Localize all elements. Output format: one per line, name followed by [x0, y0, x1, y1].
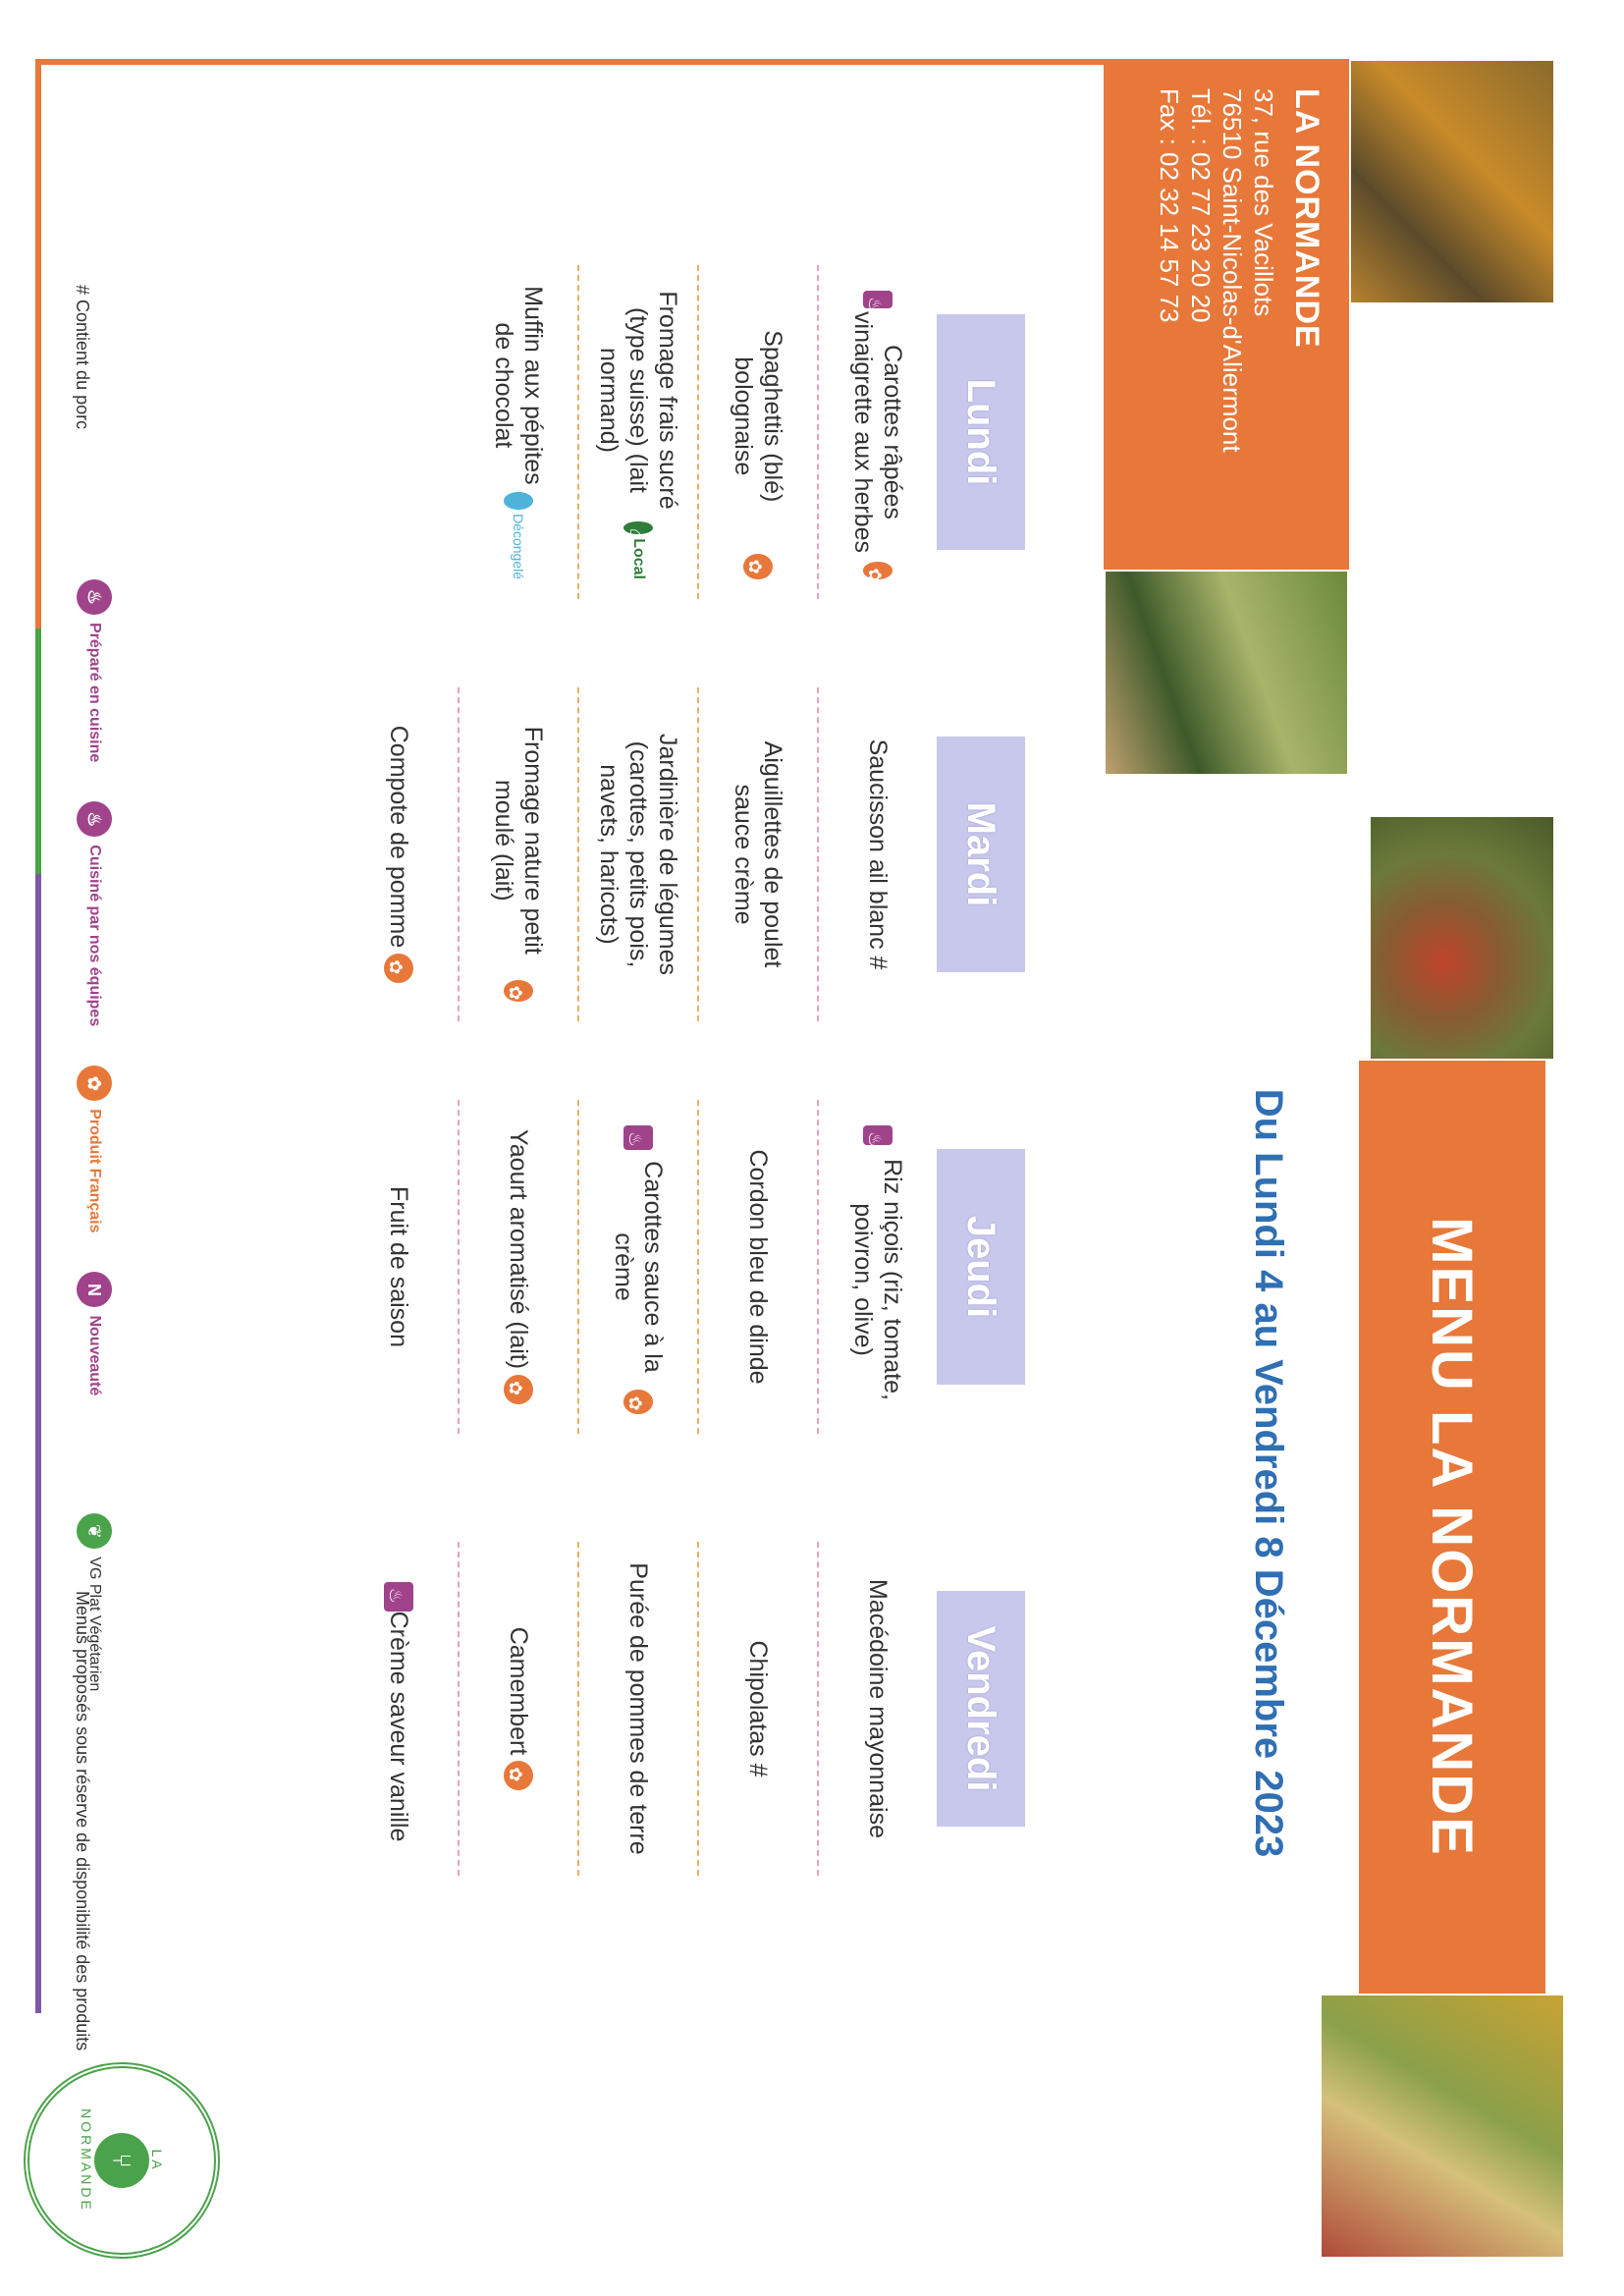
day-column-mardi	[340, 678, 1025, 1031]
fax: Fax : 02 32 14 57 73	[1155, 88, 1184, 323]
french-product-icon	[504, 980, 533, 1002]
address-block	[1104, 59, 1349, 570]
french-product-icon	[504, 1761, 533, 1790]
menu-item: ♨ Carottes râpées vinaigrette aux herbes ✿	[817, 265, 937, 599]
date-range: Du Lundi 4 au Vendredi 8 Décembre 2023	[1247, 1088, 1290, 1858]
decongele-label: Décongelé	[511, 514, 526, 579]
french-product-icon: ✿	[77, 1066, 112, 1101]
day-column-lundi	[460, 255, 1025, 609]
menu-item: Compote de pomme ✿	[340, 687, 458, 1021]
local-icon	[623, 521, 653, 534]
day-header: Mardi	[937, 737, 1025, 972]
legend-vegetarian: ❦ VG Plat Végétarien	[77, 1513, 112, 1691]
new-icon: N	[77, 1272, 112, 1307]
menu-item: ♨ Riz niçois (riz, tomate, poivron, olive)	[817, 1100, 937, 1434]
legend-french: ✿ Produit Français	[77, 1066, 112, 1232]
legend-cooked: ♨ Cuisiné par nos équipes	[77, 801, 112, 1026]
menu-item: Saucisson ail blanc #	[817, 687, 937, 1021]
phone: Tél. : 02 77 23 20 20	[1186, 88, 1216, 323]
menu-item: Aiguillettes de poulet sauce crème	[697, 687, 817, 1021]
french-product-icon	[504, 1375, 533, 1404]
menu-item: Camembert ✿	[458, 1542, 577, 1876]
local-label: Local	[630, 538, 647, 579]
legend-new: N Nouveauté	[77, 1272, 112, 1395]
day-header: Lundi	[937, 314, 1025, 550]
menu-item: Macédoine mayonnaise	[817, 1542, 937, 1876]
menu-item: ♨ Carottes sauce à la crème ✿	[577, 1100, 697, 1434]
day-header: Vendredi	[937, 1591, 1025, 1827]
chef-icon	[863, 291, 893, 308]
chef-hat-icon: ♨	[77, 801, 112, 837]
restaurant-name: LA NORMANDE	[1288, 88, 1326, 349]
address-line-2: 76510 Saint-Nicolas-d'Aliermont	[1218, 88, 1247, 453]
menu-item: Fromage frais sucré (type suisse) (lait normand) ⌂ Local	[577, 265, 697, 599]
chef-icon	[384, 1582, 413, 1612]
child-autumn-photo	[1320, 1994, 1565, 2259]
menu-item: Spaghettis (blé) bolognaise ✿	[697, 265, 817, 599]
address-line-1: 37, rue des Vacillots	[1249, 88, 1278, 317]
fork-icon: ⑂	[94, 2133, 149, 2188]
menu-item: Fromage nature petit moulé (lait) ✿	[458, 687, 577, 1021]
menu-item: ♨ Crème saveur vanille	[340, 1542, 458, 1876]
chef-icon	[863, 1125, 893, 1145]
french-product-icon	[623, 1390, 653, 1414]
menu-item: Chipolatas #	[697, 1542, 817, 1876]
pork-note: # Contient du porc	[73, 285, 92, 430]
legend-prepared: ♨ Préparé en cuisine	[77, 579, 112, 762]
day-column-vendredi	[340, 1532, 1025, 1886]
menu-item: Fruit de saison	[385, 1186, 412, 1347]
la-normande-logo: LA ⑂ NORMANDE	[24, 2062, 220, 2259]
frame-border-left	[35, 59, 1113, 65]
menu-item: Jardinière de légumes (carottes, petits pois, navets, haricots)	[577, 687, 697, 1021]
menu-item: Purée de pommes de terre	[577, 1542, 697, 1876]
chef-icon: ♨	[77, 579, 112, 615]
day-header: Jeudi	[937, 1149, 1025, 1385]
menu-item: Yaourt aromatisé (lait) ✿	[458, 1100, 577, 1434]
apple-basket-photo	[1369, 815, 1555, 1061]
snowflake-icon	[504, 492, 533, 510]
menu-item: Cordon bleu de dinde	[697, 1100, 817, 1434]
children-photo	[1104, 570, 1349, 776]
leaf-icon: ❦	[77, 1513, 112, 1549]
chef-icon	[623, 1125, 653, 1150]
autumn-photo	[1349, 59, 1555, 304]
french-product-icon	[743, 554, 773, 579]
menu-item: Muffin aux pépites de chocolat Décongelé	[490, 286, 547, 579]
day-column-jeudi	[340, 1090, 1025, 1444]
menu-title: MENU LA NORMANDE	[1359, 1061, 1545, 2013]
french-product-icon	[863, 562, 893, 579]
disclaimer: Menus proposés sous réserve de disponibilité des produits	[73, 1591, 92, 2051]
frame-border	[35, 59, 41, 2013]
french-product-icon	[384, 954, 413, 983]
legend	[77, 579, 112, 1691]
